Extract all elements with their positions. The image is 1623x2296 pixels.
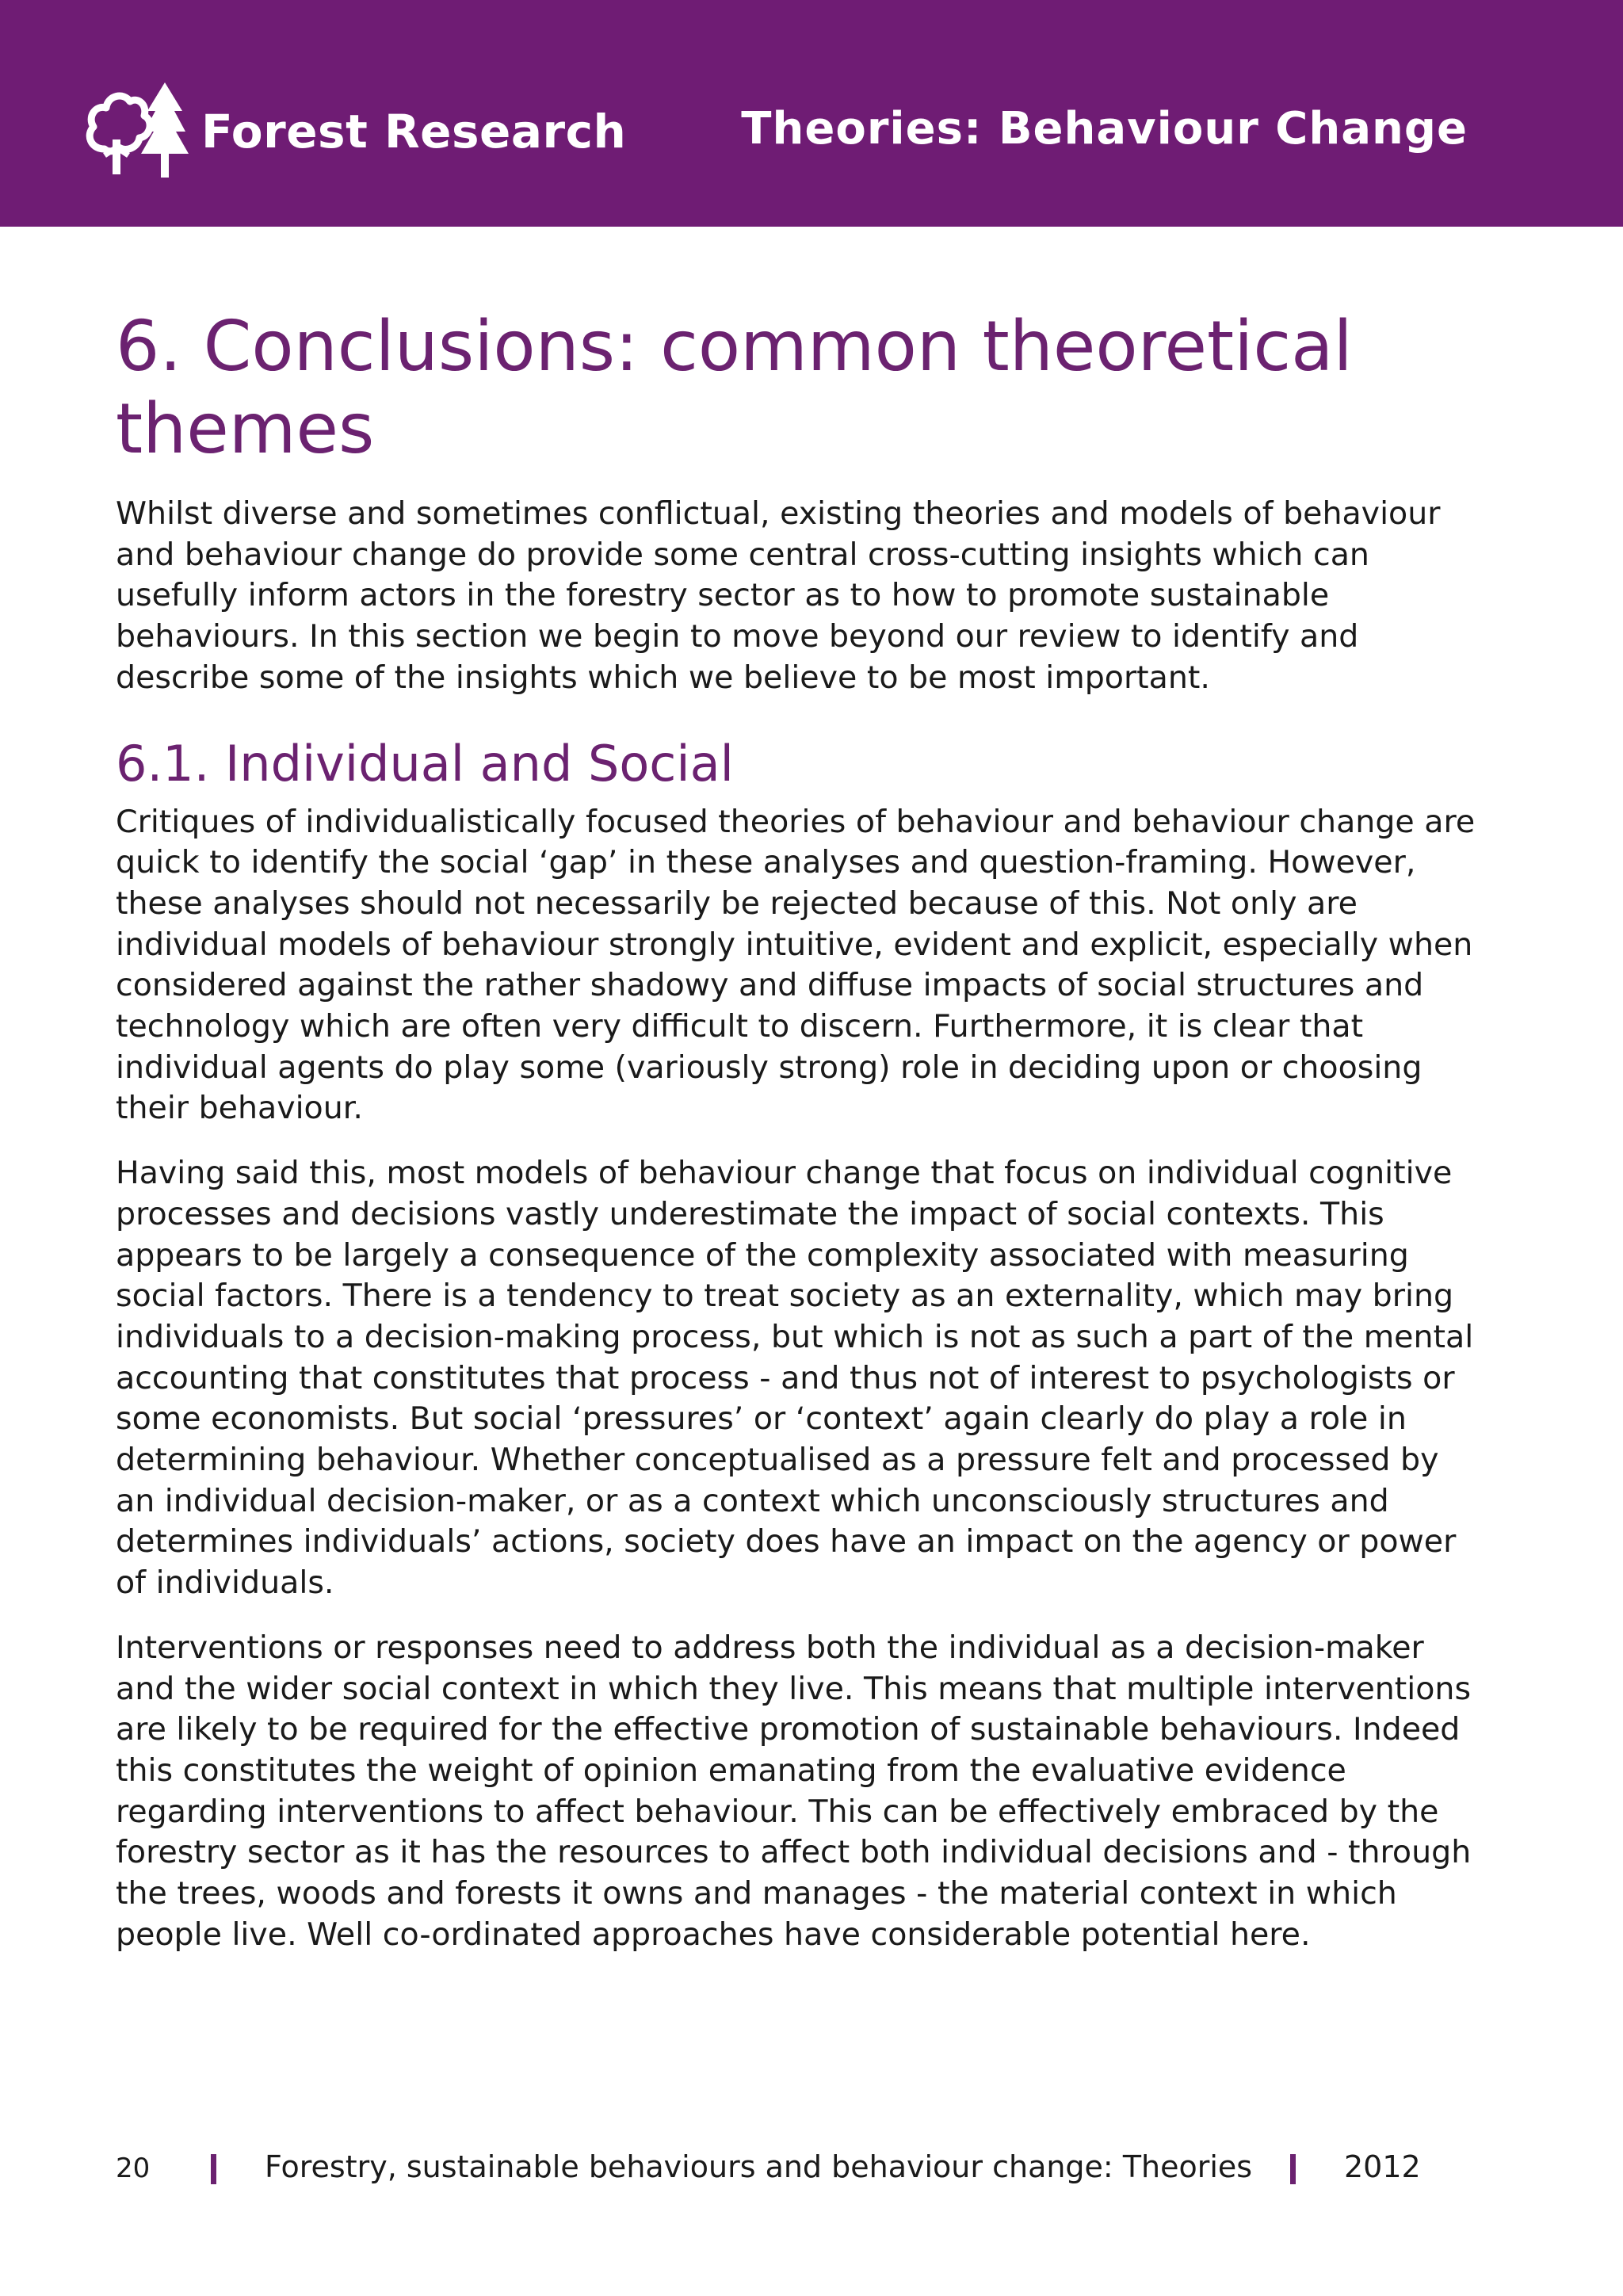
footer-year: 2012 <box>1344 2149 1421 2184</box>
footer-divider <box>1290 2154 1296 2184</box>
subsection-heading: 6.1. Individual and Social <box>116 734 734 793</box>
body-paragraph: Interventions or responses need to address both the individual as a decision-maker and the wider social context in which they live. This means that multiple interventions are likely to be required for the effective promotion of sustainable behaviours. Indeed this constitutes the weight of opinion emanating from the evaluative evidence regarding interventions to affect behaviour. This can be effectively embraced by the forestry sector as it has the resources to affect both individual decisions and - through the trees, woods and forests it owns and manages - the material context in which people live. Well co-ordinated approaches have considerable potential here. <box>116 1629 1472 1953</box>
forest-research-logo <box>81 76 626 187</box>
body-paragraph: Critiques of individualistically focused theories of behaviour and behaviour change are quick to identify the social ‘gap’ in these analyses and question-framing. However, these analyses should not necessarily be rejected because of this. Not only are individual models of behaviour strongly intuitive, evident and explicit, especially when considered against the rather shadowy and diffuse impacts of social structures and technology which are often very difficult to discern. Furthermore, it is clear that individual agents do play some (variously strong) role in deciding upon or choosing their behaviour. <box>116 803 1476 1127</box>
main-content <box>116 305 1479 1980</box>
intro-paragraph: Whilst diverse and sometimes conflictual, existing theories and models of behaviour and behaviour change do provide some central cross-cutting insights which can usefully inform actors in the forestry sector as to how to promote sustainable behaviours. In this section we begin to move beyond our review to identify and describe some of the insights which we believe to be most important. <box>116 495 1441 696</box>
footer-divider <box>211 2154 216 2184</box>
body-paragraph: Having said this, most models of behaviour change that focus on individual cognitive processes and decisions vastly underestimate the impact of social contexts. This appears to be largely a consequence of the complexity associated with measuring social factors. There is a tendency to treat society as an externality, which may bring individuals to a decision-making process, but which is not as such a part of the mental accounting that constitutes that process - and thus not of interest to psychologists or some economists. But social ‘pressures’ or ‘context’ again clearly do play a role in determining behaviour. Whether conceptualised as a pressure felt and processed by an individual decision-maker, or as a context which unconsciously structures and determines individuals’ actions, society does have an impact on the agency or power of individuals. <box>116 1155 1474 1602</box>
tree-logo-icon <box>81 76 192 187</box>
section-heading: 6. Conclusions: common theoretical themes <box>116 306 1353 469</box>
logo-text: Forest Research <box>201 105 627 159</box>
header-title: Theories: Behaviour Change <box>741 103 1468 155</box>
page-header <box>0 0 1623 227</box>
footer-document-title: Forestry, sustainable behaviours and behaviour change: Theories <box>265 2149 1253 2184</box>
page-number: 20 <box>116 2153 151 2184</box>
